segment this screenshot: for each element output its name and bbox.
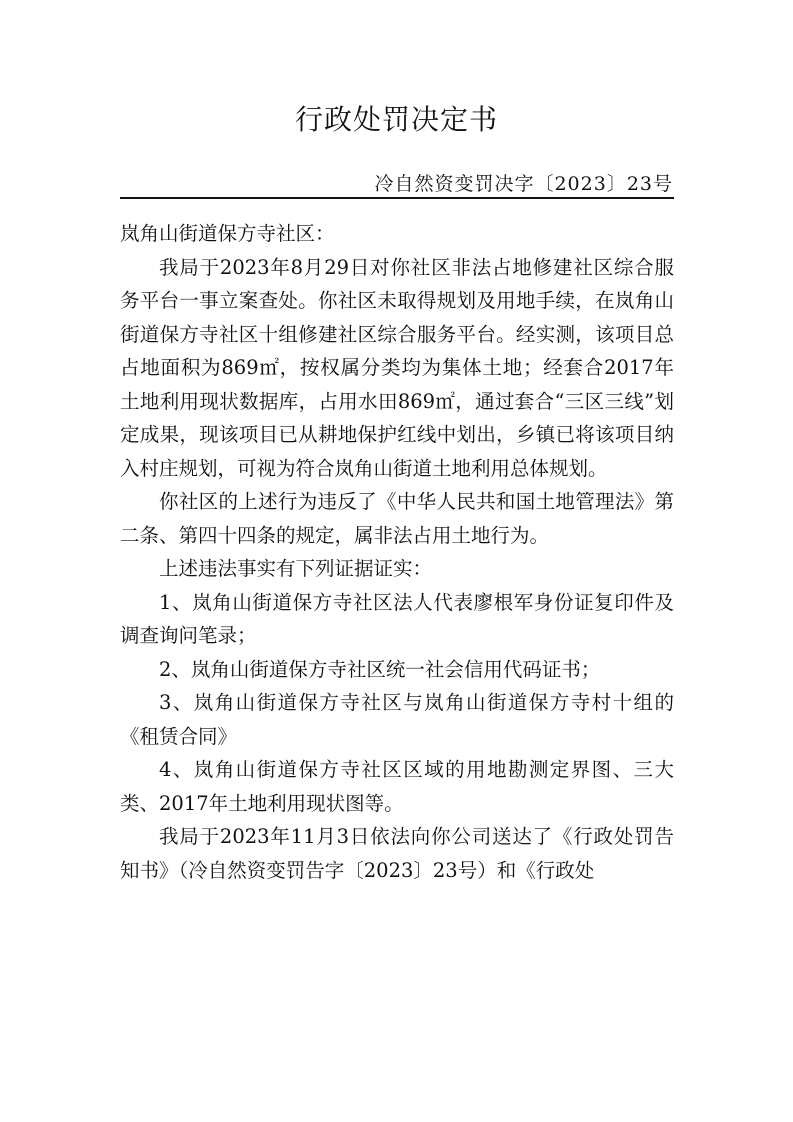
document-title: 行政处罚决定书: [294, 103, 498, 136]
evidence-item-2: 2、岚角山街道保方寺社区统一社会信用代码证书；: [159, 657, 601, 681]
document-body: [120, 217, 674, 887]
paragraph-notice-served: 我局于2023年11月3日依法向你公司送达了《行政处罚告知书》（冷自然资变罚告字〔2023〕23号）和《行政处: [120, 825, 674, 882]
evidence-item-4: 4、岚角山街道保方寺社区区域的用地勘测定界图、三大类、2017年土地利用现状图等。: [120, 758, 674, 815]
paragraph-facts: 我局于2023年8月29日对你社区非法占地修建社区综合服务平台一事立案查处。你社区未取得规划及用地手续，在岚角山街道保方寺社区十组修建社区综合服务平台。经实测，该项目总占地面积为869㎡，按权属分类均为集体土地；经套合2017年土地利用现状数据库，占用水田869㎡，通过套合“三区三线”划定成果，现该项目已从耕地保护红线中划出，乡镇已将该项目纳入村庄规划，可视为符合岚角山街道土地利用总体规划。: [120, 255, 674, 480]
document-number: 冷自然资变罚决字〔2023〕23号: [374, 173, 673, 195]
paragraph-violation: 你社区的上述行为违反了《中华人民共和国土地管理法》第二条、第四十四条的规定，属非法占用土地行为。: [120, 490, 674, 547]
header-divider: [120, 197, 674, 199]
evidence-item-3: 3、岚角山街道保方寺社区与岚角山街道保方寺村十组的《租赁合同》: [120, 691, 674, 748]
paragraph-evidence-intro: 上述违法事实有下列证据证实：: [159, 557, 433, 580]
recipient-line: 岚角山街道保方寺社区：: [120, 222, 335, 245]
evidence-item-1: 1、岚角山街道保方寺社区法人代表廖根军身份证复印件及调查询问笔录；: [120, 590, 674, 647]
